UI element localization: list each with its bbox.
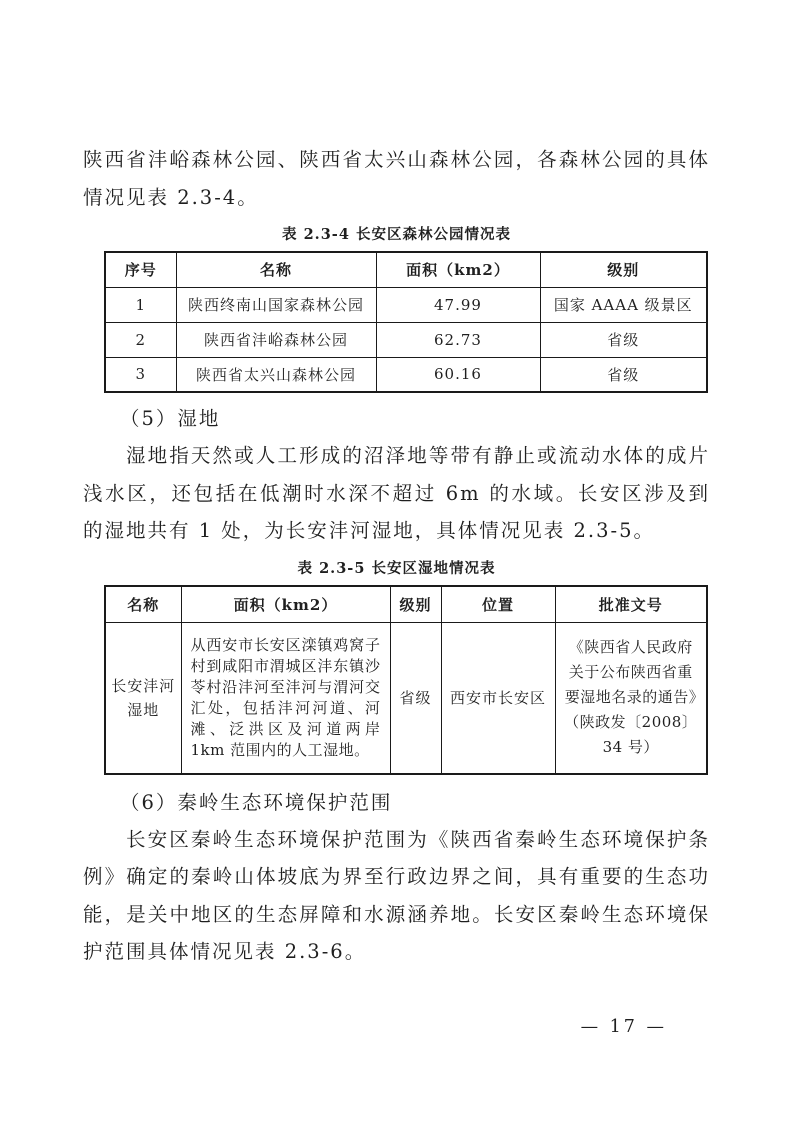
cell-area: 62.73 — [376, 322, 540, 357]
paragraph-qinling: 长安区秦岭生态环境保护范围为《陕西省秦岭生态环境保护条例》确定的秦岭山体坡底为界至行政边界之间，具有重要的生态功能，是关中地区的生态屏障和水源涵养地。长安区秦岭生态环境保护范围具体情况见表 2.3-6。 — [83, 827, 710, 963]
paragraph-wetland: 湿地指天然或人工形成的沼泽地等带有静止或流动水体的成片浅水区，还包括在低潮时水深不超过 6m 的水域。长安区涉及到的湿地共有 1 处，为长安沣河湿地，具体情况见表 2.3-5。 — [83, 444, 710, 542]
table-row — [105, 623, 707, 774]
cell-area: 60.16 — [376, 357, 540, 392]
cell-name: 陕西省沣峪森林公园 — [176, 322, 376, 357]
table-row — [105, 322, 707, 357]
header-cell-area: 面积（km2） — [376, 252, 540, 287]
table-caption-forest-parks: 表 2.3-4 长安区森林公园情况表 — [282, 226, 511, 243]
section-heading-qinling: （6）秦岭生态环境保护范围 — [120, 790, 393, 814]
cell-approval: 《陕西省人民政府关于公布陕西省重要湿地名录的通告》（陕政发〔2008〕34 号） — [555, 623, 707, 774]
header-cell-name: 名称 — [176, 252, 376, 287]
cell-area: 从西安市长安区滦镇鸡窝子村到咸阳市渭城区沣东镇沙苓村沿沣河至沣河与渭河交汇处，包括沣河河道、河滩、泛洪区及河道两岸 1km 范围内的人工湿地。 — [181, 623, 390, 774]
cell-index: 1 — [105, 287, 176, 322]
header-cell-name: 名称 — [105, 586, 181, 623]
header-cell-level: 级别 — [390, 586, 441, 623]
table-row — [105, 357, 707, 392]
cell-level: 省级 — [390, 623, 441, 774]
forest-park-table — [104, 251, 708, 393]
cell-index: 2 — [105, 322, 176, 357]
cell-index: 3 — [105, 357, 176, 392]
table-header-row — [105, 586, 707, 623]
cell-name: 长安沣河湿地 — [105, 623, 181, 774]
cell-level: 省级 — [540, 357, 707, 392]
table-header-row — [105, 252, 707, 287]
table-row — [105, 287, 707, 322]
cell-area: 47.99 — [376, 287, 540, 322]
header-cell-area: 面积（km2） — [181, 586, 390, 623]
cell-level: 国家 AAAA 级景区 — [540, 287, 707, 322]
paragraph-forest-parks: 陕西省沣峪森林公园、陕西省太兴山森林公园，各森林公园的具体情况见表 2.3-4。 — [83, 148, 710, 209]
table-caption-wetland: 表 2.3-5 长安区湿地情况表 — [297, 559, 496, 577]
page-number: — 17 — — [580, 1017, 667, 1037]
cell-location: 西安市长安区 — [441, 623, 555, 774]
wetland-table — [104, 585, 708, 775]
header-cell-index: 序号 — [105, 252, 176, 287]
cell-name: 陕西省太兴山森林公园 — [176, 357, 376, 392]
cell-level: 省级 — [540, 322, 707, 357]
header-cell-location: 位置 — [441, 586, 555, 623]
section-heading-wetland: （5）湿地 — [120, 407, 221, 430]
cell-name: 陕西终南山国家森林公园 — [176, 287, 376, 322]
header-cell-level: 级别 — [540, 252, 707, 287]
header-cell-approval: 批准文号 — [555, 586, 707, 623]
page-content — [83, 0, 710, 971]
